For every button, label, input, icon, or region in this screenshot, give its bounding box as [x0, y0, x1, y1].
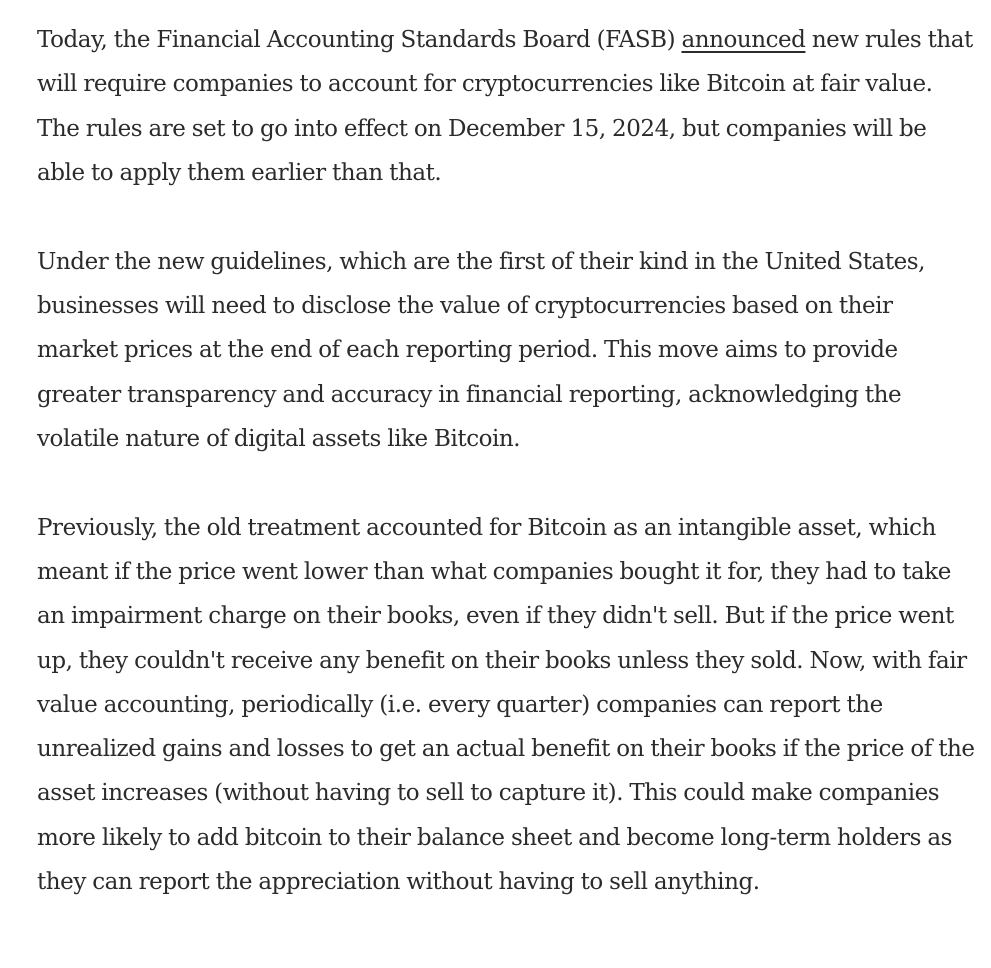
paragraph-1-text-start: Today, the Financial Accounting Standards Board (FASB)	[37, 27, 682, 53]
paragraph-fasb-announcement	[37, 18, 977, 195]
paragraph-new-guidelines: Under the new guidelines, which are the first of their kind in the United States, businesses will need to disclose the value of cryptocurrencies based on their market prices at the end of each reporting period. This move aims to provide greater transparency and accuracy in financial reporting, acknowledging the volatile nature of digital assets like Bitcoin.	[37, 248, 925, 452]
announced-link[interactable]: announced	[681, 27, 806, 53]
paragraph-previous-treatment: Previously, the old treatment accounted for Bitcoin as an intangible asset, which meant if the price went lower than what companies bought it for, they had to take an impairment charge on their books, even if they didn't sell. But if the price went up, they couldn't receive any benefit on their books unless they sold. Now, with fair value accounting, periodically (i.e. every quarter) companies can report the unrealized gains and losses to get an actual benefit on their books if the price of the asset increases (without having to sell to capture it). This could make companies more likely to add bitcoin to their balance sheet and become long-term holders as they can report the appreciation without having to sell anything.	[37, 514, 975, 896]
article-body	[37, 18, 977, 904]
paragraph-1-text-end: new rules that will require companies to account for cryptocurrencies like Bitcoin at fair value. The rules are set to go into effect on December 15, 2024, but companies will be able to apply them earlier than that.	[37, 27, 973, 186]
